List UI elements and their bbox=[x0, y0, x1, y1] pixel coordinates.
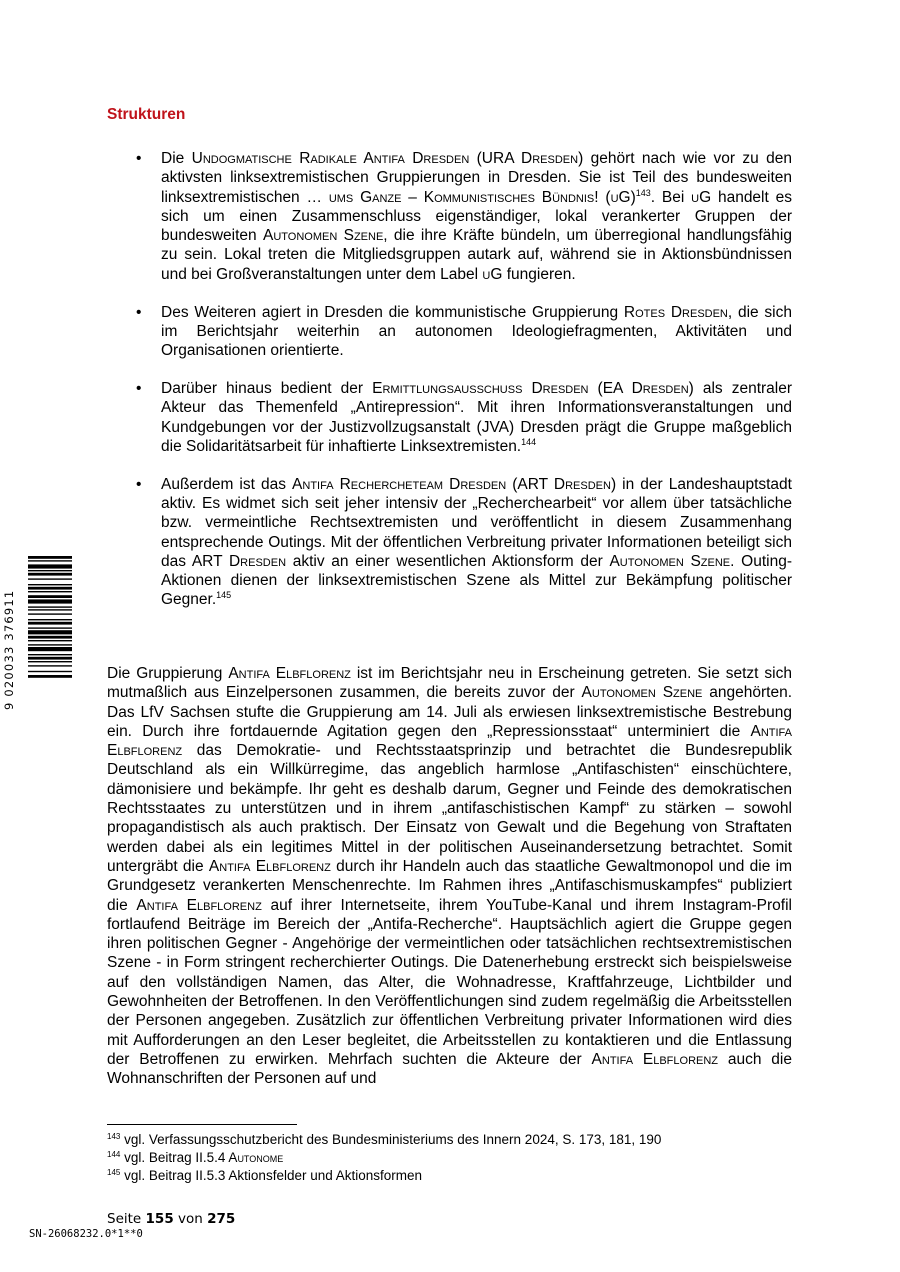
footnotes bbox=[107, 1131, 792, 1185]
bullet-item bbox=[136, 149, 792, 284]
small-caps-name: Antifa Elbflorenz bbox=[228, 665, 351, 682]
text-run: G handelt es sich um einen Zusammenschluss eigenständiger, lokal verankerter Gruppen der bundesweiten bbox=[161, 188, 792, 245]
small-caps-name: resden bbox=[642, 379, 689, 397]
bullet-text bbox=[161, 149, 792, 284]
text-run: (EA D bbox=[588, 379, 643, 397]
small-caps-name: u bbox=[482, 265, 491, 283]
text-run: durch ihr Handeln auch das staatliche Gewaltmonopol und die im Grundgesetz verankerten Menschenrechte. Im Rahmen ihres „Antifaschismuskampfes“ publiziert die bbox=[107, 857, 792, 914]
text-run: Darüber hinaus bedient der bbox=[161, 379, 373, 397]
bullet-dot-icon: • bbox=[136, 150, 142, 167]
bullet-item bbox=[136, 475, 792, 610]
page-number-total: 275 bbox=[207, 1211, 236, 1227]
body-paragraph bbox=[107, 664, 792, 1089]
barcode-icon bbox=[28, 556, 72, 711]
serial-number: SN-26068232.0*1**0 bbox=[29, 1228, 143, 1240]
small-caps-name: u bbox=[691, 188, 700, 206]
text-run: vgl. Verfassungsschutzbericht des Bundesministeriums des Innern 2024, S. 173, 181, 190 bbox=[120, 1132, 662, 1147]
text-run: . Bei bbox=[650, 188, 692, 206]
small-caps-name: utonome bbox=[237, 1150, 284, 1165]
text-run: Die Gruppierung bbox=[107, 665, 229, 682]
bullet-item bbox=[136, 303, 792, 361]
text-run: angehörten. Das LfV Sachsen stufte die Gruppierung am 14. Juli als erwiesen linksextremistische Bestrebung ein. Durch ihre fortdauernde Agitation gegen den „Repressionsstaat“ unterminiert die bbox=[107, 684, 792, 740]
small-caps-name: Antifa Elbflorenz bbox=[107, 722, 792, 760]
small-caps-name: Antifa Elbflorenz bbox=[208, 857, 331, 875]
bullet-text bbox=[161, 303, 792, 361]
bullet-dot-icon: • bbox=[136, 303, 142, 321]
page-number-prefix: Seite bbox=[107, 1211, 142, 1227]
footnote-divider bbox=[107, 1124, 297, 1125]
text-run: ist im Berichtsjahr neu in Erscheinung getreten. Sie setzt sich mutmaßlich aus Einzelpersonen zusammen, die bereits zuvor der bbox=[107, 665, 792, 702]
text-run: ) als zentraler Akteur das Themenfeld „Antirepression“. Mit ihren Informationsveranstaltungen und Kundgebungen vor der Justizvollzugsanstalt (JVA) Dresden prägt die Gruppe maßgeblich die Solidaritätsarbeit für inhaftierte Linksextremisten. bbox=[161, 379, 793, 455]
small-caps-name: ums Ganze – Kommunistisches Bündnis bbox=[328, 188, 595, 206]
small-caps-name: Antifa Elbflorenz bbox=[591, 1050, 719, 1068]
footnote-ref: 143 bbox=[107, 1132, 121, 1141]
text-run: vgl. Beitrag II.5.4 A bbox=[120, 1150, 238, 1165]
text-run: G fungieren. bbox=[490, 265, 576, 283]
page-number bbox=[107, 1211, 235, 1227]
small-caps-name: Autonomen Szene bbox=[609, 552, 731, 570]
footnote-ref: 144 bbox=[521, 436, 537, 447]
footnote-144 bbox=[107, 1149, 792, 1167]
bullet-text bbox=[161, 379, 792, 456]
text-run: Außerdem ist das bbox=[161, 475, 293, 493]
text-run: ! ( bbox=[594, 188, 611, 206]
bullet-dot-icon: • bbox=[136, 475, 142, 493]
text-run: Die bbox=[161, 150, 192, 167]
text-run: ) in der Landeshauptstadt aktiv. Es widmet sich seit jeher intensiv der „Recherchearbeit“ vor allem über tatsächliche bzw. vermeintliche Rechtsextremisten und veröffentlicht in diesem Zusammenhang entsprechende Outings. Mit der öffentlichen Verbreitung privater Informationen beteiligt sich das ART D bbox=[161, 475, 792, 570]
small-caps-name: Autonomen Szene bbox=[262, 227, 384, 245]
bullet-dot-icon: • bbox=[136, 379, 142, 397]
small-caps-name: Ermittlungsausschuss Dresden bbox=[372, 379, 589, 397]
text-run: . Outing-Aktionen dienen der linksextremistischen Szene als Mittel zur Bekämpfung politischer Gegner. bbox=[161, 552, 792, 609]
footnote-ref: 144 bbox=[107, 1150, 121, 1159]
text-run: auf ihrer Internetseite, ihrem YouTube-Kanal und ihrem Instagram-Profil fortlaufend Beiträge im Bereich der „Antifa-Recherche“. Hauptsächlich agiert die Gruppe gegen ihren politischen Gegner - Angehörige der vermeintlichen oder tatsächlichen rechtsextremistischen Szene - in Form stringent recherchierter Outings. Die Datenerhebung erstreckt sich beispielsweise auf den vollständigen Namen, das Alter, die Wohnadresse, Kraftfahrzeuge, Lichtbilder und Gewohnheiten der Betroffenen. In den Veröffentlichungen sind zudem regelmäßig die Arbeitsstellen der Personen angegeben. Zusätzlich zur öffentlichen Verbreitung privater Informationen wird dies mit Aufforderungen an den Leser begleitet, die Arbeitsstellen zu kontaktieren und die Entlassung der Betroffenen zu erwirken. Mehrfach suchten die Akteure der bbox=[107, 896, 792, 1068]
text-run: aktiv an einer wesentlichen Aktionsform der bbox=[286, 552, 610, 570]
text-run: , die sich im Berichtsjahr weiterhin an autonomen Ideologiefragmenten, Aktivitäten und Organisationen orientierte. bbox=[161, 303, 792, 360]
footnote-145 bbox=[107, 1167, 792, 1185]
footnote-ref: 145 bbox=[216, 590, 232, 601]
small-caps-name: Undogmatische Radikale Antifa Dresden bbox=[191, 150, 470, 167]
text-run: auch die Wohnanschriften der Personen auf und bbox=[107, 1050, 792, 1088]
page-number-current: 155 bbox=[145, 1211, 174, 1227]
text-run: G) bbox=[618, 188, 636, 206]
barcode-number: 9 020033 376911 bbox=[2, 589, 16, 710]
small-caps-name: resden bbox=[565, 475, 611, 493]
small-caps-name: Rotes Dresden bbox=[623, 303, 728, 321]
small-caps-name: Antifa Elbflorenz bbox=[136, 896, 262, 914]
text-run: (ART D bbox=[506, 475, 566, 493]
bullet-item bbox=[136, 379, 792, 456]
footnote-143 bbox=[107, 1131, 792, 1149]
text-run: das Demokratie- und Rechtsstaatsprinzip und betrachtet die Bundesrepublik Deutschland als ein Willkürregime, das angeblich harmlose „Antifaschisten“ einschüchtere, dämonisiere und bekämpfe. Ihr geht es deshalb darum, Gegner und Feinde des demokratischen Rechtsstaates zu unterstützen und in ihrem „antifaschistischen Kampf“ zu stärken – sowohl propagandistisch als auch praktisch. Der Einsatz von Gewalt und die Begehung von Straftaten werden dabei als ein legitimes Mittel in der politischen Auseinandersetzung betrachtet. Somit untergräbt die bbox=[107, 742, 792, 875]
text-run: ) gehört nach wie vor zu den aktivsten linksextremistischen Gruppierungen in Dresden. Sie ist Teil des bundesweiten linksextremistischen … bbox=[161, 150, 792, 206]
small-caps-name: resden bbox=[240, 552, 287, 570]
bullet-list bbox=[136, 149, 792, 628]
small-caps-name: Autonomen Szene bbox=[581, 684, 703, 702]
text-run: vgl. Beitrag II.5.3 Aktionsfelder und Aktionsformen bbox=[120, 1168, 423, 1183]
footnote-ref: 145 bbox=[107, 1168, 121, 1177]
small-caps-name: resden bbox=[532, 150, 579, 167]
small-caps-name: Antifa Rechercheteam Dresden bbox=[292, 475, 507, 493]
text-run: , die ihre Kräfte bündeln, um überregional handlungsfähig zu sein. Lokal treten die Mitgliedsgruppen autark auf, während sie in Aktionsbündnissen und bei Großveranstaltungen unter dem Label bbox=[161, 227, 792, 283]
text-run: Des Weiteren agiert in Dresden die kommunistische Gruppierung bbox=[161, 303, 624, 321]
section-heading: Strukturen bbox=[107, 106, 186, 123]
bullet-text bbox=[161, 475, 792, 610]
small-caps-name: u bbox=[610, 188, 619, 206]
footnote-ref: 143 bbox=[635, 187, 651, 198]
text-run: (URA D bbox=[469, 150, 533, 167]
page-number-middle: von bbox=[178, 1211, 203, 1227]
